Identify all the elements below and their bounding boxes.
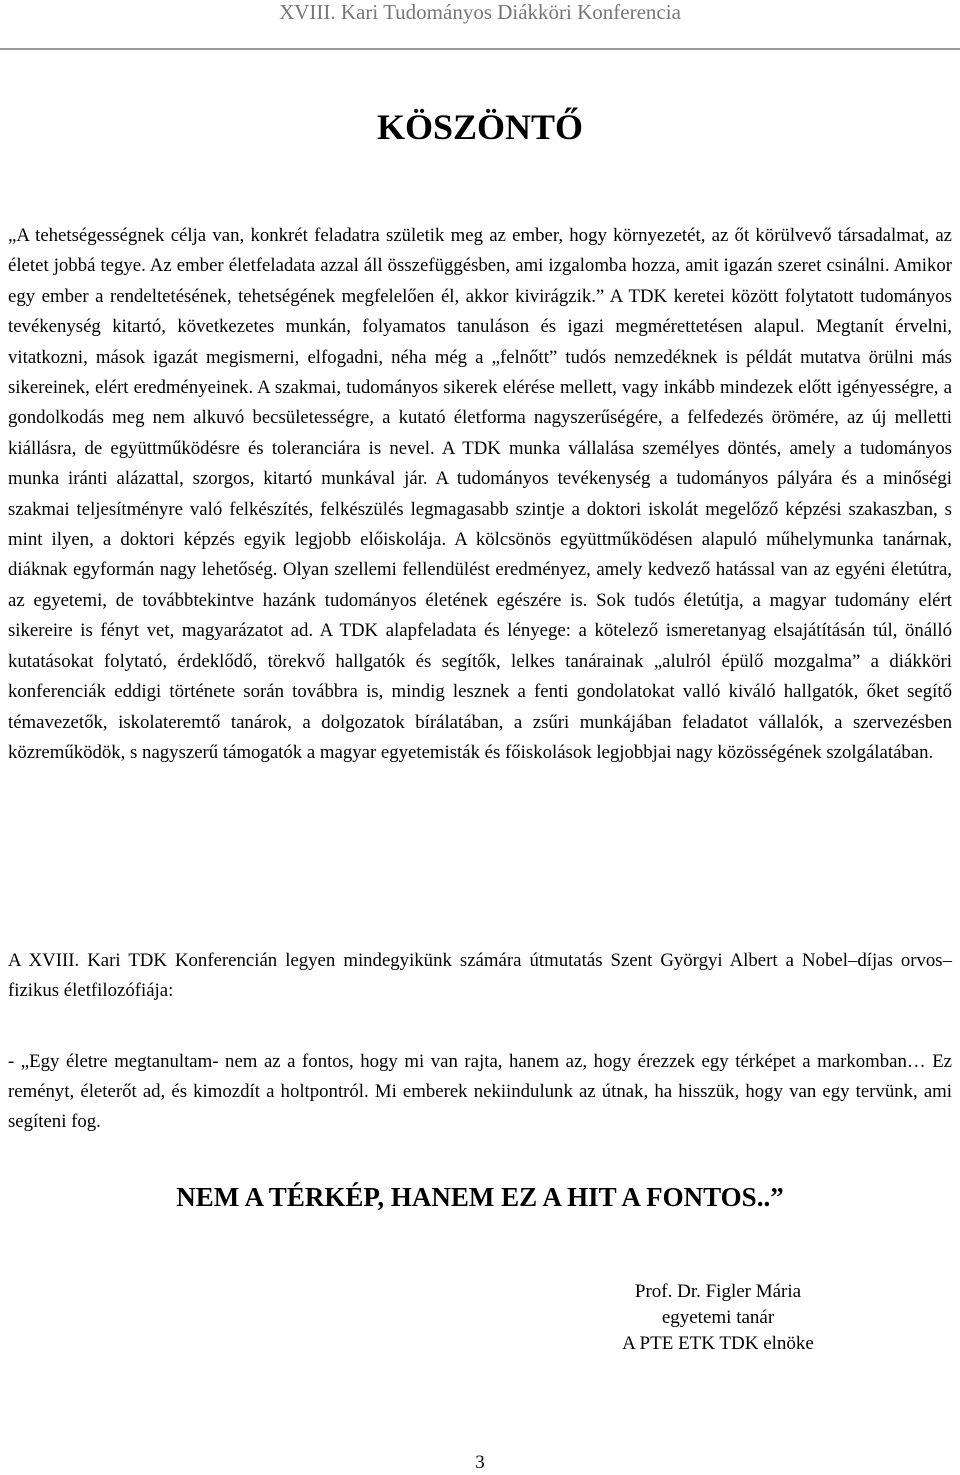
body-paragraph-intro-quote: A XVIII. Kari TDK Konferencián legyen mindegyikünk számára útmutatás Szent Györgyi Albert a Nobel–díjas orvos–fizikus életfilozófiája:: [8, 950, 952, 1001]
body-paragraph-quote: - „Egy életre megtanultam- nem az a fontos, hogy mi van rajta, hanem az, hogy érezzek egy térképet a markomban… Ez reményt, életerőt ad, és kimozdít a holtpontról. Mi emberek nekiindulunk az útnak, ha hisszük, hogy van egy tervünk, ami segíteni fog.: [8, 1051, 952, 1132]
header-divider: [0, 48, 960, 50]
page-number: 3: [475, 1452, 485, 1473]
signature-block: [580, 1279, 856, 1357]
signature-role: A PTE ETK TDK elnöke: [622, 1333, 814, 1354]
page-header: [0, 0, 960, 50]
signature-position: egyetemi tanár: [661, 1307, 775, 1328]
body-paragraph-main: „A tehetségességnek célja van, konkrét feladatra születik meg az ember, hogy környezetét, az őt körülvevő társadalmat, az életet jobbá tegye. Az ember életfeladata azzal áll összefüggésben, ami izgalomba hozza, amit igazán szeret csinálni. Amikor egy ember a rendeltetésének, tehetségének megfelelően él, akkor kivirágzik.” A TDK keretei között folytatott tudományos tevékenység kitartó, következetes munkán, folyamatos tanuláson és igazi megmérettetésen alapul. Megtanít érvelni, vitatkozni, mások igazát megismerni, elfogadni, néha még a „felnőtt” tudós nemzedéknek is példát mutatva örülni más sikereinek, elért eredményeinek. A szakmai, tudományos sikerek elérése mellett, vagy inkább mindezek előtt igényességre, a gondolkodás meg nem alkuvó becsületességre, a kutató életforma nagyszerűségére, a felfedezés örömére, az új melletti kiállásra, de együttműködésre és toleranciára is nevel. A TDK munka vállalása személyes döntés, amely a tudományos munka iránti alázattal, szorgos, kitartó munkával jár. A tudományos tevékenység a tudományos pályára és a minőségi szakmai teljesítményre való felkészítés, felkészülés legmagasabb szintje a doktori iskolát megelőző képzési szakaszban, s mint ilyen, a doktori képzés egyik legjobb előiskolája. A kölcsönös együttműködésen alapuló műhelymunka tanárnak, diáknak egyformán nagy lehetőség. Olyan szellemi fellendülést eredményez, amely kedvező hatással van az egyéni életútra, az egyetemi, de továbbtekintve hazánk tudományos életének egészére is. Sok tudós életútja, a magyar tudomány elért sikereire is fényt vet, magyarázatot ad. A TDK alapfeladata és lényege: a kötelező ismeretanyag elsajátításán túl, önálló kutatásokat folytató, érdeklődő, törekvő hallgatók és segítők, lelkes tanárainak „alulról épülő mozgalma” a diákköri konferenciák eddigi története során továbbra is, mindig lesznek a fenti gondolatokat valló kiváló hallgatók, őket segítő témavezetők, iskolateremtő tanárok, a dolgozatok bírálatában, a zsűri munkájában feladatot vállalók, a szervezésben közreműködök, s nagyszerű támogatók a magyar egyetemisták és főiskolások legjobbjai nagy közösségének szolgálatában.: [8, 225, 952, 763]
motto-heading: NEM A TÉRKÉP, HANEM EZ A HIT A FONTOS..”: [176, 1182, 784, 1212]
document-title: KÖSZÖNTŐ: [376, 107, 584, 147]
header-title: XVIII. Kari Tudományos Diákköri Konferencia: [279, 0, 681, 24]
signature-name: Prof. Dr. Figler Mária: [634, 1281, 802, 1302]
